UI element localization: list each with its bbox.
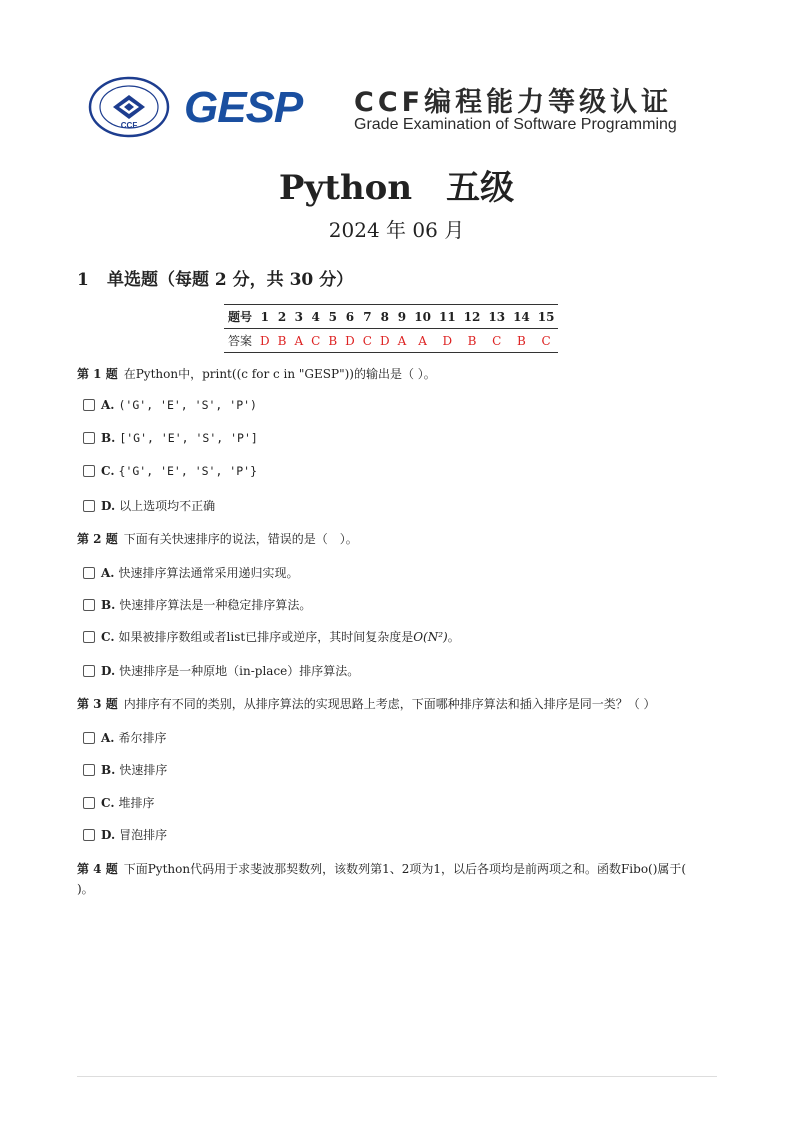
question-number: 第 1 题 [77, 367, 118, 381]
option-text: 堆排序 [118, 796, 155, 810]
answer-table-header-row [224, 305, 558, 329]
checkbox[interactable] [83, 432, 95, 444]
section-number: 1 [77, 270, 89, 290]
checkbox[interactable] [83, 631, 95, 643]
answer-label-cell: 答案 [224, 329, 256, 353]
option-letter: D. [101, 663, 116, 678]
answer-table [224, 304, 558, 353]
answer-cell: B [509, 329, 534, 353]
number-cell: 2 [274, 305, 291, 329]
question-text: 下面有关快速排序的说法，错误的是（ ）。 [123, 532, 358, 546]
checkbox[interactable] [83, 500, 95, 512]
answer-cell: D [256, 329, 274, 353]
header-en-title: Grade Examination of Software Programming [354, 116, 677, 133]
svg-text:GESP: GESP [184, 83, 303, 132]
number-cell: 8 [376, 305, 394, 329]
answer-cell: D [376, 329, 394, 353]
question-text: 下面Python代码用于求斐波那契数列，该数列第1、2项为1，以后各项均是前两项之和。函数Fibo()属于( [123, 862, 687, 876]
big-o-formula: O(N²) [413, 629, 448, 644]
answer-cell: A [394, 329, 411, 353]
section-heading [77, 265, 353, 290]
header-label-cell: 题号 [224, 305, 256, 329]
checkbox[interactable] [83, 465, 95, 477]
question-text: 内排序有不同的类别，从排序算法的实现思路上考虑，下面哪种排序算法和插入排序是同一类？（ ） [123, 697, 656, 711]
document-date: 2024 年 06 月 [328, 218, 465, 242]
number-cell: 13 [484, 305, 509, 329]
answer-cell: D [341, 329, 359, 353]
number-cell: 15 [534, 305, 559, 329]
checkbox[interactable] [83, 567, 95, 579]
option-letter: B. [101, 597, 116, 612]
document-title: Python 五级 [278, 168, 515, 208]
option-letter: B. [101, 762, 116, 777]
number-cell: 4 [307, 305, 324, 329]
svg-text:CCF: CCF [120, 121, 138, 130]
question-3-option-a[interactable] [83, 729, 167, 746]
checkbox[interactable] [83, 797, 95, 809]
number-cell: 7 [359, 305, 376, 329]
number-cell: 9 [394, 305, 411, 329]
answer-cell: C [534, 329, 559, 353]
answer-cell: A [410, 329, 435, 353]
answer-cell: A [290, 329, 307, 353]
option-letter: D. [101, 498, 116, 513]
question-2-option-b[interactable] [83, 596, 311, 613]
number-cell: 11 [435, 305, 460, 329]
option-letter: A. [101, 565, 115, 580]
answer-table-answer-row [224, 329, 558, 353]
question-2-option-c[interactable] [83, 628, 460, 645]
answer-cell: B [460, 329, 485, 353]
footer-divider [77, 1076, 717, 1077]
checkbox[interactable] [83, 665, 95, 677]
question-2-stem [77, 530, 358, 547]
answer-cell: D [435, 329, 460, 353]
question-number: 第 4 题 [77, 862, 118, 876]
question-4-stem-line2: )。 [77, 882, 94, 896]
answer-cell: B [274, 329, 291, 353]
checkbox[interactable] [83, 829, 95, 841]
number-cell: 14 [509, 305, 534, 329]
checkbox[interactable] [83, 399, 95, 411]
checkbox[interactable] [83, 599, 95, 611]
question-number: 第 3 题 [77, 697, 118, 711]
answer-cell: B [324, 329, 341, 353]
question-3-option-d[interactable] [83, 826, 167, 843]
option-text: 如果被排序数组或者list已排序或逆序，其时间复杂度是 [118, 630, 414, 644]
number-cell: 10 [410, 305, 435, 329]
option-letter: C. [101, 464, 115, 478]
option-letter: C. [101, 629, 115, 644]
number-cell: 5 [324, 305, 341, 329]
question-1-option-a[interactable] [83, 398, 257, 412]
number-cell: 12 [460, 305, 485, 329]
option-text-tail: 。 [447, 630, 460, 644]
header [88, 76, 708, 138]
number-cell: 1 [256, 305, 274, 329]
number-cell: 3 [290, 305, 307, 329]
option-letter: C. [101, 795, 115, 810]
option-text: 快速排序是一种原地（in-place）排序算法。 [119, 664, 360, 678]
question-number: 第 2 题 [77, 532, 118, 546]
option-text: 快速排序算法是一种稳定排序算法。 [119, 598, 312, 612]
question-4-stem [77, 860, 686, 877]
option-text: {'G', 'E', 'S', 'P'} [118, 464, 258, 478]
checkbox[interactable] [83, 764, 95, 776]
question-3-stem [77, 695, 656, 712]
option-text: 快速排序 [119, 763, 168, 777]
question-1-option-b[interactable] [83, 431, 258, 445]
question-2-option-a[interactable] [83, 564, 299, 581]
option-letter: D. [101, 827, 116, 842]
question-1-option-c[interactable] [83, 464, 257, 478]
option-text: 以上选项均不正确 [119, 499, 216, 513]
header-cn-title: CCF编程能力等级认证 [354, 87, 673, 118]
number-cell: 6 [341, 305, 359, 329]
question-2-option-d[interactable] [83, 662, 359, 679]
section-title: 单选题（每题 2 分，共 30 分） [107, 270, 354, 290]
option-letter: A. [101, 730, 115, 745]
checkbox[interactable] [83, 732, 95, 744]
ccf-seal-logo [88, 76, 170, 138]
answer-cell: C [359, 329, 376, 353]
question-1-stem [77, 365, 436, 382]
answer-cell: C [484, 329, 509, 353]
gesp-logo [182, 82, 328, 132]
option-text: 快速排序算法通常采用递归实现。 [118, 566, 299, 580]
question-1-option-d[interactable] [83, 497, 215, 514]
option-letter: B. [101, 431, 116, 445]
option-text: 希尔排序 [118, 731, 167, 745]
question-text: 在Python中，print((c for c in "GESP"))的输出是（ ）。 [123, 367, 436, 381]
question-3-option-b[interactable] [83, 761, 167, 778]
option-text: ['G', 'E', 'S', 'P'] [119, 431, 258, 445]
question-3-option-c[interactable] [83, 794, 155, 811]
answer-cell: C [307, 329, 324, 353]
option-text: 冒泡排序 [119, 828, 168, 842]
option-letter: A. [101, 398, 115, 412]
option-text: ('G', 'E', 'S', 'P') [118, 398, 257, 412]
